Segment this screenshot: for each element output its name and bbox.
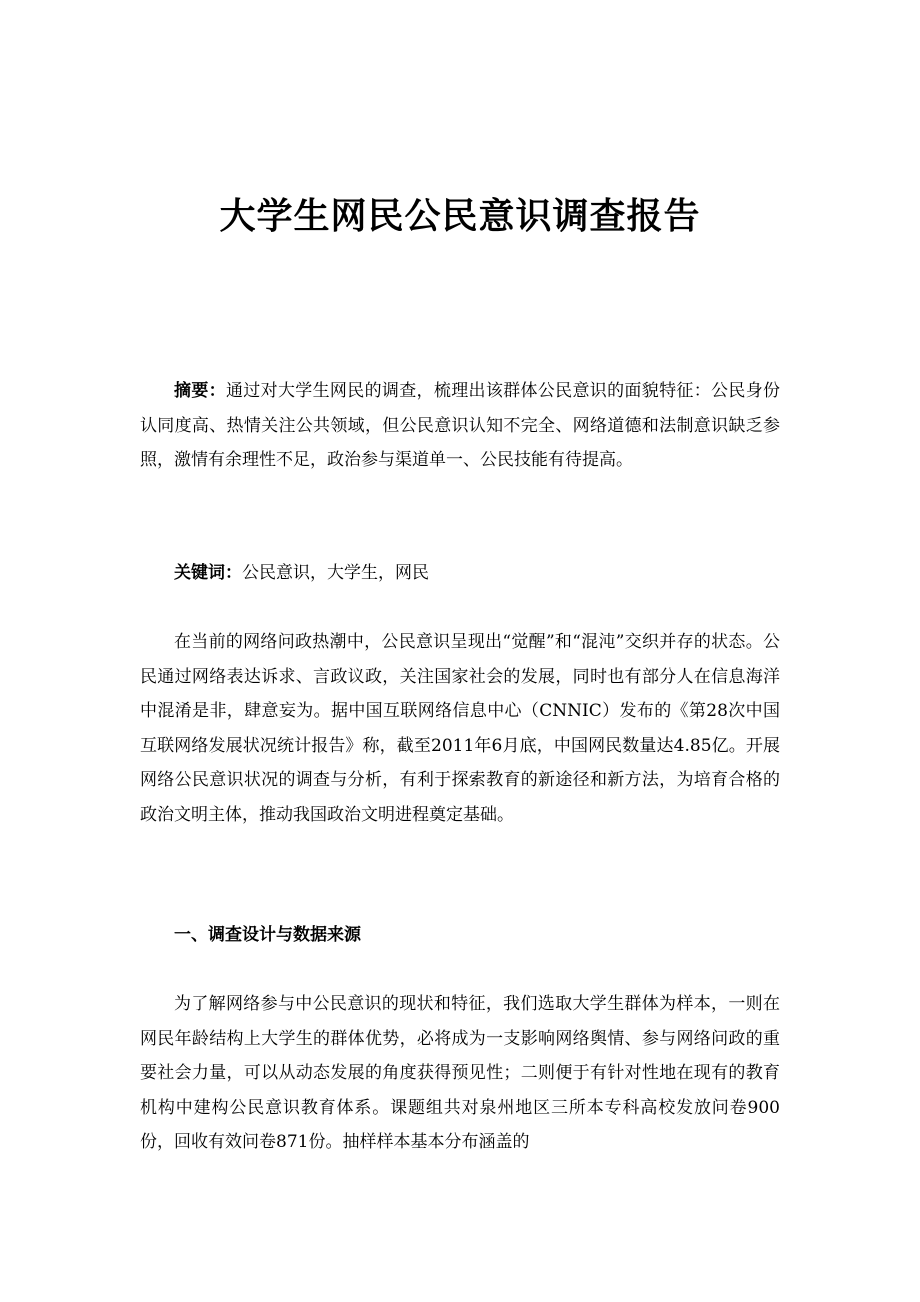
document-title: 大学生网民公民意识调查报告 [219,195,701,237]
keywords-paragraph [140,556,780,591]
keywords-label: 关键词： [174,563,242,583]
abstract-text: 通过对大学生网民的调查，梳理出该群体公民意识的面貌特征：公民身份认同度高、热情关注公共领域，但公民意识认知不完全、网络道德和法制意识缺乏参照，激情有余理性不足，政治参与渠道单一、公民技能有待提高。 [140,381,781,470]
section-heading: 一、调查设计与数据来源 [174,925,361,945]
intro-paragraph: 在当前的网络问政热潮中，公民意识呈现出“觉醒”和“混沌”交织并存的状态。公民通过网络表达诉求、言政议政，关注国家社会的发展，同时也有部分人在信息海洋中混淆是非，肆意妄为。据中国互联网络信息中心（CNNIC）发布的《第28次中国互联网络发展状况统计报告》称，截至2011年6月底，中国网民数量达4.85亿。开展网络公民意识状况的调查与分析，有利于探索教育的新途径和新方法，为培育合格的政治文明主体，推动我国政治文明进程奠定基础。 [140,632,780,825]
keywords-text: 公民意识，大学生，网民 [242,563,429,583]
section-body-paragraph: 为了解网络参与中公民意识的现状和特征，我们选取大学生群体为样本，一则在网民年龄结构上大学生的群体优势，必将成为一支影响网络舆情、参与网络问政的重要社会力量，可以从动态发展的角度获得预见性；二则便于有针对性地在现有的教育机构中建构公民意识教育体系。课题组共对泉州地区三所本专科高校发放问卷900份，回收有效问卷871份。抽样样本基本分布涵盖的 [140,994,780,1152]
abstract-paragraph [140,374,780,478]
abstract-label: 摘要： [174,381,226,401]
